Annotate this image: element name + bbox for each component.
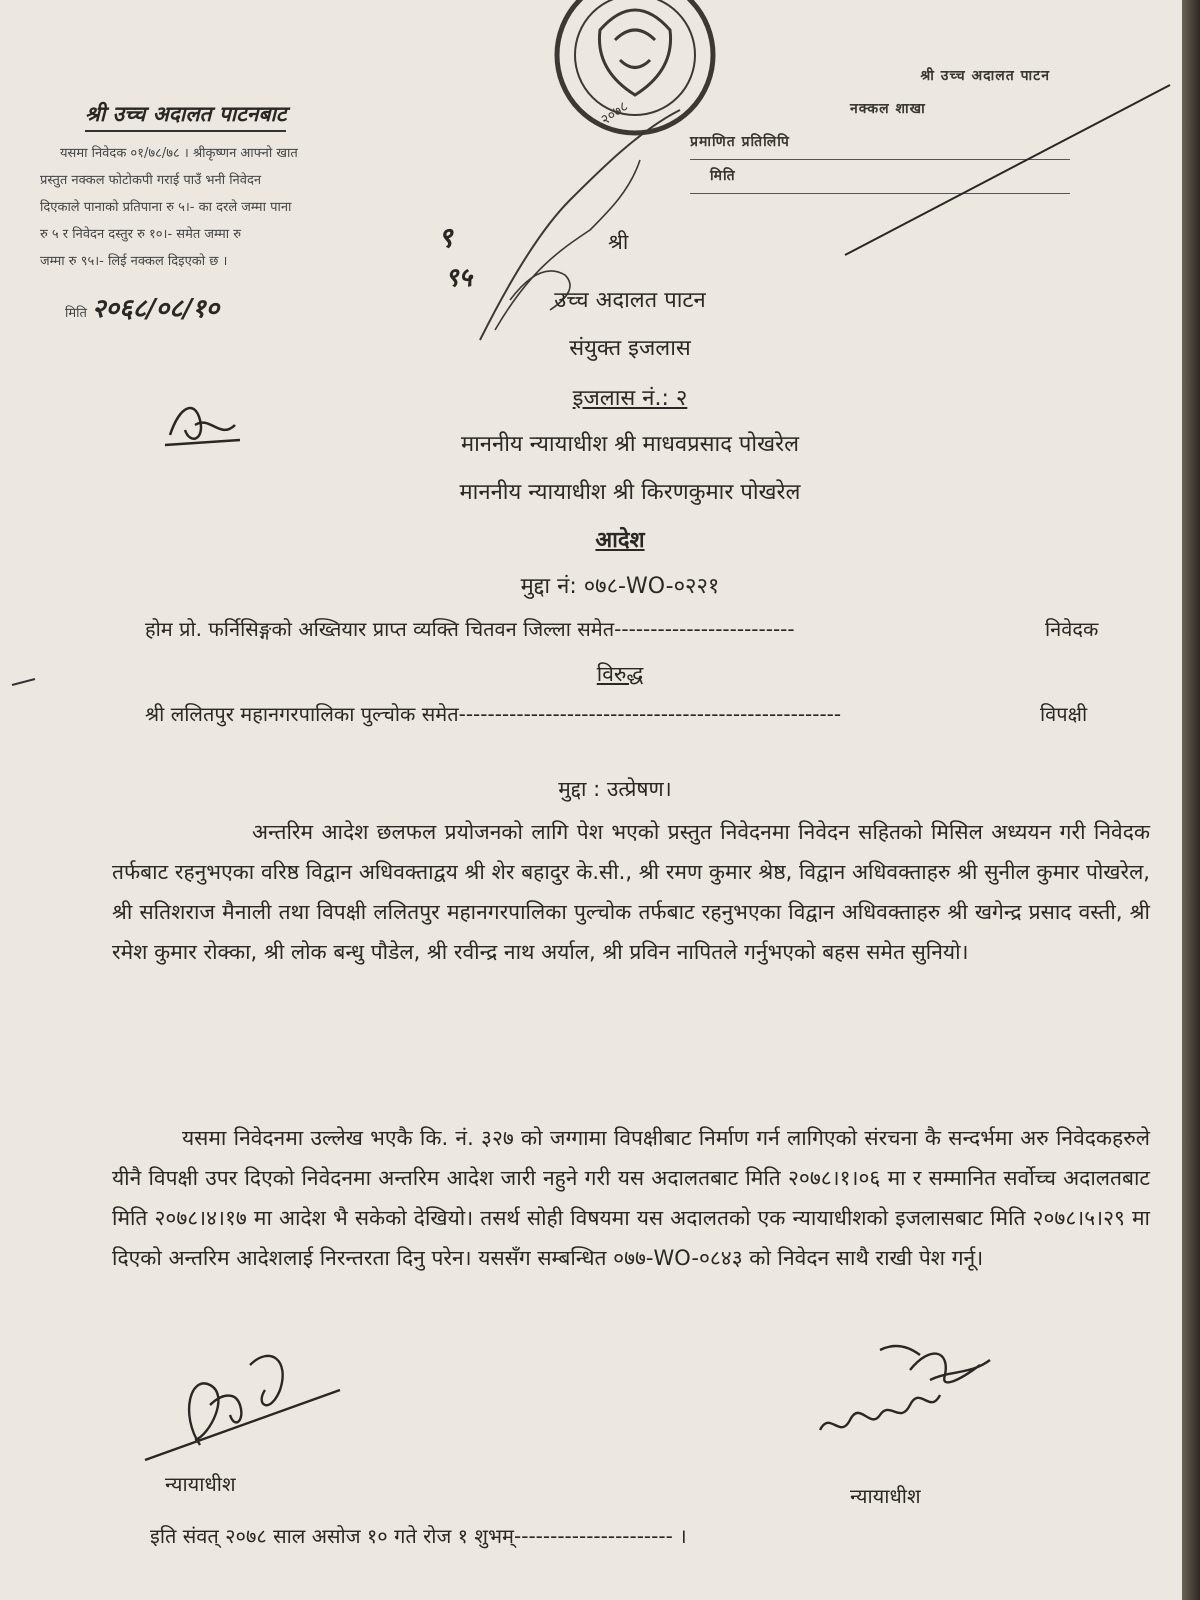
stamp-heading: श्री उच्च अदालत पाटनबाट	[85, 100, 286, 132]
respondent-line	[145, 700, 1125, 727]
paragraph-1: अन्तरिम आदेश छलफल प्रयोजनको लागि पेश भएको प्रस्तुत निवेदनमा निवेदन सहितको मिसिल अध्ययन गरी निवेदक तर्फबाट रहनुभएका वरिष्ठ विद्वान अधिवक्ताद्वय श्री शेर बहादुर के.सी., श्री रमण कुमार श्रेष्ठ, विद्वान अधिवक्ताहरु श्री सुनील कुमार पोखरेल, श्री सतिशराज मैनाली तथा विपक्षी ललितपुर महानगरपालिका पुल्चोक तर्फबाट रहनुभएका विद्वान अधिवक्ताहरु श्री खगेन्द्र प्रसाद वस्ती, श्री रमेश कुमार रोक्का, श्री लोक बन्धु पौडेल, श्री रवीन्द्र नाथ अर्याल, श्री प्रविन नापितले गर्नुभएको बहस समेत सुनियो।	[112, 820, 1150, 964]
handwritten-pages: ९	[438, 221, 453, 254]
stamp-line-2: प्रस्तुत नक्कल फोटोकपी गराई पाउँ भनी निवेदन	[40, 173, 262, 188]
versus-label: विरुद्ध	[596, 662, 644, 686]
left-margin-mark	[10, 675, 40, 690]
right-judge-label: न्यायाधीश	[850, 1484, 921, 1508]
header-shri: श्री	[608, 230, 629, 254]
left-judge-label: न्यायाधीश	[165, 1472, 236, 1496]
seal-number: २०७८	[598, 98, 632, 129]
paragraph-2: यसमा निवेदनमा उल्लेख भएकै कि. नं. ३२७ को जग्गामा विपक्षीबाट निर्माण गर्न लागिएको संरचना कै सन्दर्भमा अरु निवेदकहरुले यीनै विपक्षी उपर दिएको निवेदनमा अन्तरिम आदेश जारी नहुने गरी यस अदालतबाट मिति २०७८।१।०६ मा र सम्मानित सर्वोच्च अदालतबाट मिति २०७८।४।१७ मा आदेश भै सकेको देखियो। तसर्थ सोही विषयमा यस अदालतको एक न्यायाधीशको इजलासबाट मिति २०७८।५।२९ मा दिएको अन्तरिम आदेशलाई निरन्तरता दिनु परेन। यससँग सम्बन्धित ०७७-WO-०८४३ को निवेदन साथै राखी पेश गर्नू।	[112, 1126, 1150, 1270]
stamp-date-label: मिति	[65, 306, 87, 321]
order-title: आदेश	[595, 528, 645, 553]
footer-dashes: ---------------------- ।	[514, 1524, 687, 1548]
petitioner-name: होम प्रो. फर्निसिङ्गको अख्तियार प्राप्त व्यक्ति चितवन जिल्ला समेत	[145, 617, 615, 641]
handwritten-amount: ९५	[445, 263, 473, 293]
tr-stamp-line-2: नक्कल शाखा	[850, 101, 926, 117]
petitioner-role: निवेदक	[1045, 617, 1099, 641]
top-right-strike-line	[840, 80, 1180, 260]
footer-date-line	[150, 1522, 687, 1549]
case-subject: मुद्दा : उत्प्रेषण।	[558, 777, 672, 801]
stamp-line-4: रु ५ र निवेदन दस्तुर रु १०।- समेत जम्मा रु	[40, 227, 241, 242]
page-edge-shadow	[1182, 0, 1200, 1600]
petitioner-dashes: -------------------------	[614, 617, 795, 641]
stamp-date-value: २०६८/०८/१०	[92, 294, 220, 324]
footer-date: इति संवत् २०७८ साल असोज १० गते रोज १ शुभम्	[150, 1524, 515, 1548]
judge-1: माननीय न्यायाधीश श्री माधवप्रसाद पोखरेल	[460, 432, 800, 457]
petitioner-line	[145, 615, 1125, 642]
stamp-line-3: दिएकाले पानाको प्रतिपाना रु ५।- का दरले जम्मा पाना	[40, 200, 292, 215]
right-judge-signature	[810, 1330, 1010, 1450]
case-number: मुद्दा नं: ०७८-WO-०२२१	[520, 574, 720, 599]
left-judge-signature	[140, 1335, 380, 1465]
stamp-line-1: यसमा निवेदक ०१/७८/७८ । श्रीकृष्णन आफ्नो खात	[60, 146, 298, 161]
tr-stamp-line-1: श्री उच्च अदालत पाटन	[920, 68, 1050, 84]
respondent-dashes: -----------------------------------------------------	[458, 702, 842, 726]
judge-2: माननीय न्यायाधीश श्री किरणकुमार पोखरेल	[459, 480, 801, 505]
bench-number: इजलास नं.: २	[572, 386, 688, 411]
bench-type: संयुक्त इजलास	[569, 336, 691, 361]
respondent-role: विपक्षी	[1040, 702, 1088, 726]
respondent-name: श्री ललितपुर महानगरपालिका पुल्चोक समेत	[145, 702, 459, 726]
court-name: उच्च अदालत पाटन	[554, 288, 706, 313]
tr-stamp-line-3: प्रमाणित प्रतिलिपि	[690, 134, 790, 150]
stamp-line-5: जम्मा रु ९५।- लिई नक्कल दिइएको छ ।	[40, 254, 228, 269]
tr-stamp-line-4: मिति	[690, 159, 1070, 194]
